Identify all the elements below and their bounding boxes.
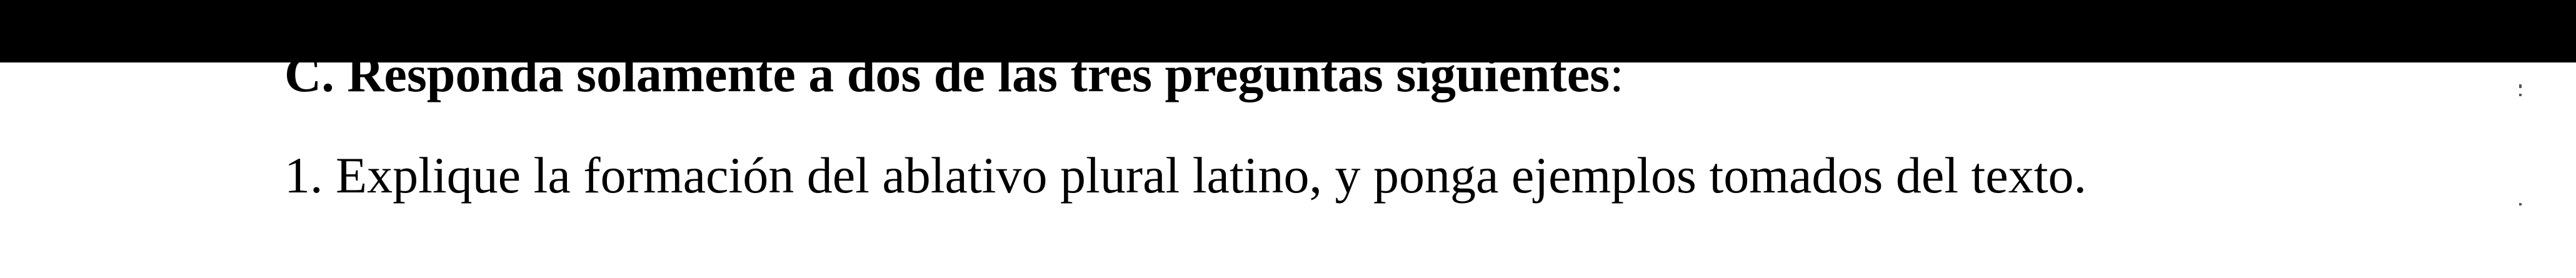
section-heading-colon: :: [1610, 46, 1624, 102]
section-heading-text: C. Responda solamente a dos de las tres preguntas siguientes: [284, 46, 1610, 102]
margin-mark: [2519, 94, 2522, 96]
margin-mark: [2519, 84, 2522, 88]
margin-mark: [2519, 203, 2522, 206]
section-heading: [284, 46, 1624, 102]
question-item: 1. Explique la formación del ablativo plural latino, y ponga ejemplos tomados del texto.: [284, 147, 2087, 204]
